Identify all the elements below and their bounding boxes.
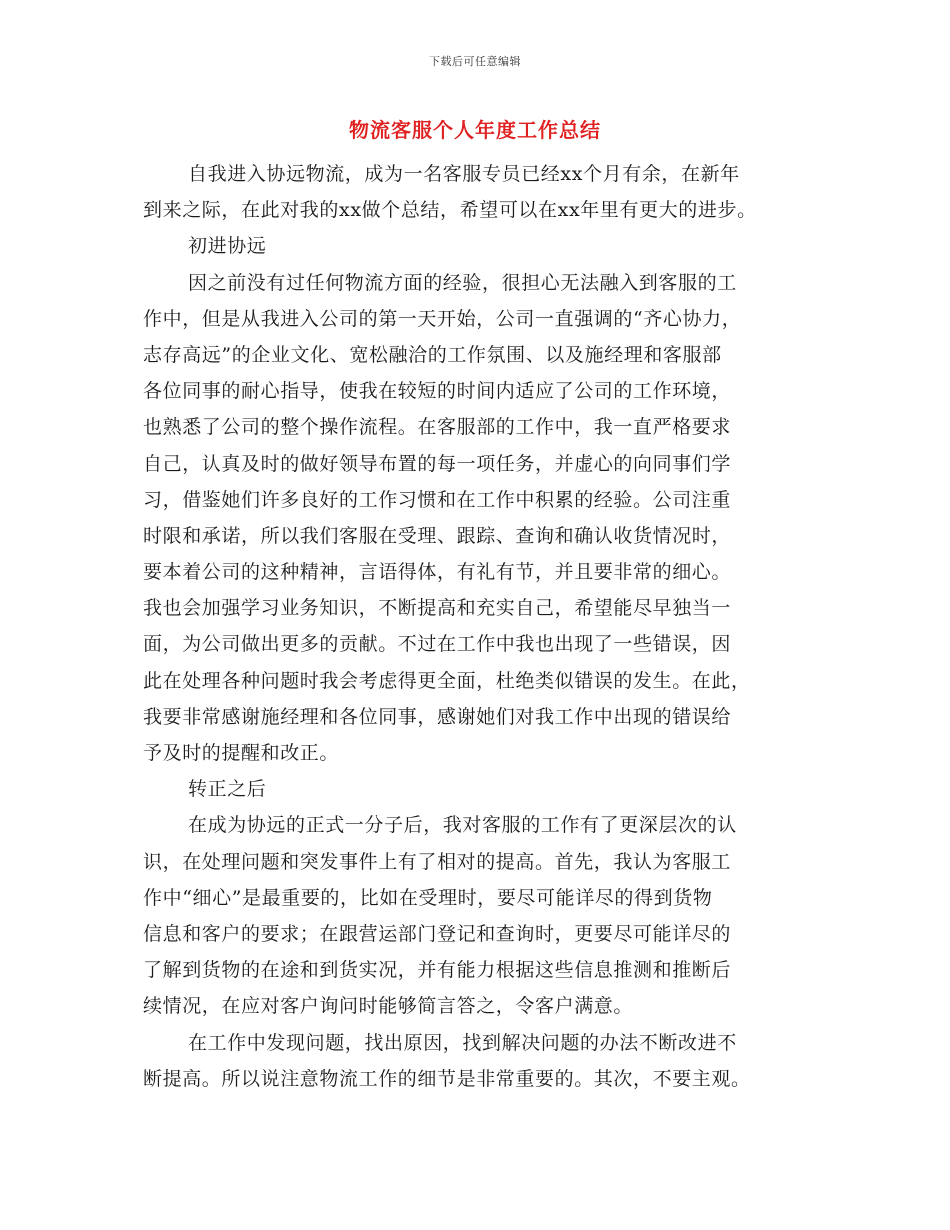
text-line: 了解到货物的在途和到货实况，并有能力根据这些信息推测和推断后 <box>143 959 732 982</box>
text-line: 到来之际，在此对我的xx做个总结，希望可以在xx年里有更大的进步。 <box>143 199 757 222</box>
text-line: 作中，但是从我进入公司的第一天开始，公司一直强调的“齐心协力， <box>143 307 742 330</box>
text-line: 在工作中发现问题，找出原因，找到解决问题的办法不断改进不 <box>188 1031 737 1054</box>
text-line: 志存高远”的企业文化、宽松融洽的工作氛围、以及施经理和客服部 <box>143 343 722 366</box>
header-note: 下载后可任意编辑 <box>429 55 521 68</box>
text-line: 面，为公司做出更多的贡献。不过在工作中我也出现了一些错误，因 <box>143 633 732 656</box>
text-line: 在成为协远的正式一分子后，我对客服的工作有了更深层次的认 <box>188 814 737 837</box>
text-line: 时限和承诺，所以我们客服在受理、跟踪、查询和确认收货情况时， <box>143 524 732 547</box>
page-title: 物流客服个人年度工作总结 <box>349 118 601 142</box>
text-line: 信息和客户的要求；在跟营运部门登记和查询时，更要尽可能详尽的 <box>143 922 732 945</box>
text-line: 我也会加强学习业务知识，不断提高和充实自己，希望能尽早独当一 <box>143 597 732 620</box>
text-line: 因之前没有过任何物流方面的经验，很担心无法融入到客服的工 <box>188 271 737 294</box>
text-line: 自己，认真及时的做好领导布置的每一项任务，并虚心的向同事们学 <box>143 452 732 475</box>
text-line: 作中“细心”是最重要的，比如在受理时，要尽可能详尽的得到货物 <box>143 886 713 909</box>
text-line: 续情况，在应对客户询问时能够简言答之，令客户满意。 <box>143 995 634 1018</box>
text-line: 初进协远 <box>188 235 267 258</box>
text-line: 予及时的提醒和改正。 <box>143 742 340 764</box>
text-line: 转正之后 <box>188 778 267 801</box>
document-body <box>143 156 808 1097</box>
text-line: 自我进入协远物流，成为一名客服专员已经xx个月有余，在新年 <box>188 163 740 185</box>
text-line: 各位同事的耐心指导，使我在较短的时间内适应了公司的工作环境， <box>143 380 732 403</box>
text-line: 要本着公司的这种精神，言语得体，有礼有节，并且要非常的细心。 <box>143 561 732 584</box>
text-line: 习，借鉴她们许多良好的工作习惯和在工作中积累的经验。公司注重 <box>143 488 732 511</box>
text-line: 我要非常感谢施经理和各位同事，感谢她们对我工作中出现的错误给 <box>143 705 732 728</box>
text-line: 也熟悉了公司的整个操作流程。在客服部的工作中，我一直严格要求 <box>143 416 732 439</box>
text-line: 识，在处理问题和突发事件上有了相对的提高。首先，我认为客服工 <box>143 850 732 873</box>
text-line: 断提高。所以说注意物流工作的细节是非常重要的。其次，不要主观。 <box>143 1067 751 1090</box>
text-line: 此在处理各种问题时我会考虑得更全面，杜绝类似错误的发生。在此， <box>143 669 751 692</box>
